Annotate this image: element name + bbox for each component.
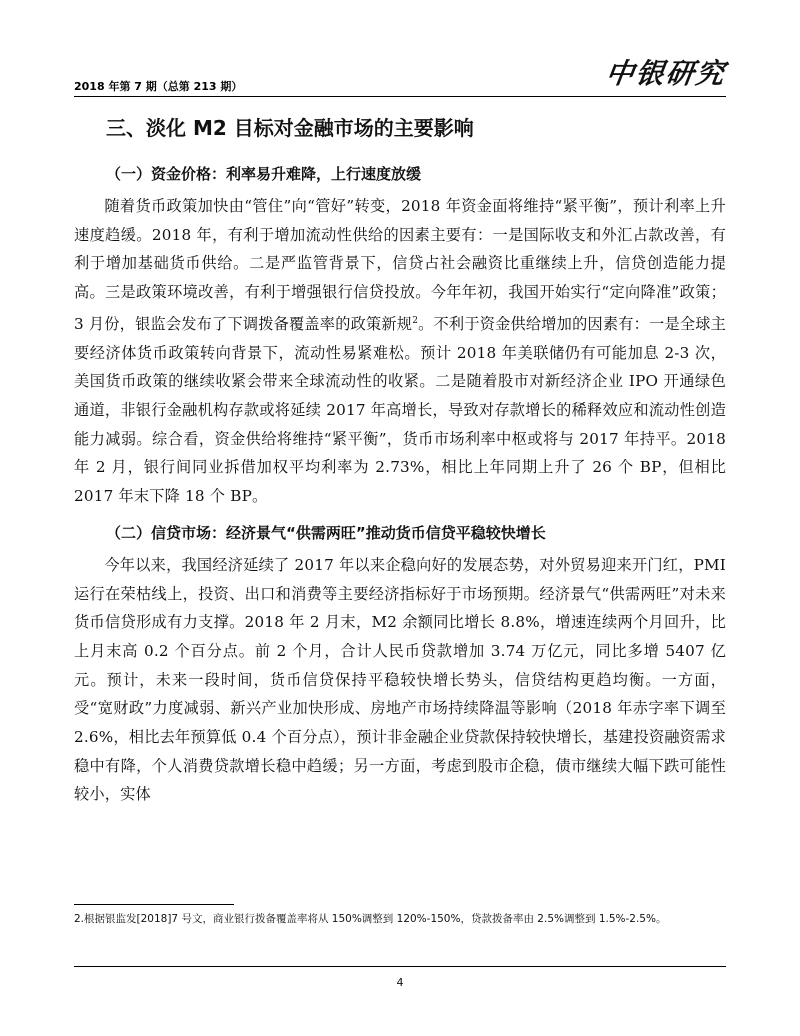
- issue-label: 2018 年第 7 期（总第 213 期）: [74, 80, 243, 93]
- paragraph-1: [74, 192, 726, 511]
- footnote-ref[interactable]: 2: [412, 315, 419, 326]
- footnote: 2.根据银监发[2018]7 号文，商业银行拨备覆盖率将从 150%调整到 120%-150%，贷款拨备率由 2.5%调整到 1.5%-2.5%。: [74, 913, 667, 925]
- footer-divider: [74, 966, 726, 967]
- main-content: [74, 108, 726, 813]
- subsection-heading-1: （一）资金价格：利率易升难降，上行速度放缓: [106, 165, 422, 183]
- page-header: [74, 48, 729, 96]
- paragraph-1-text-a: 随着货币政策加快由“管住”向“管好”转变，2018 年资金面将维持“紧平衡”，预计利率上升速度趋缓。2018 年，有利于增加流动性供给的因素主要有：一是国际收支和外汇占款改善，有利于增加基础货币供给。二是严监管背景下，信贷占社会融资比重继续上升，信贷创造能力提高。三是政策环境改善，有利于增强银行信贷投放。今年年初，我国开始实行“定向降准”政策；3 月份，银监会发布了下调拨备覆盖率的政策新规: [74, 197, 726, 333]
- page-number: 4: [396, 976, 404, 989]
- paragraph-1-text-b: 。不利于资金供给增加的因素有：一是全球主要经济体货币政策转向背景下，流动性易紧难松。预计 2018 年美联储仍有可能加息 2-3 次，美国货币政策的继续收紧会带来全球流动性的收紧。二是随着股市对新经济企业 IPO 开通绿色通道，非银行金融机构存款或将延续 2017 年高增长，导致对存款增长的稀释效应和流动性创造能力减弱。综合看，资金供给将维持“紧平衡”，货币市场利率中枢或将与 2017 年持平。2018 年 2 月，银行间同业拆借加权平均利率为 2.73%，相比上年同期上升了 26 个 BP，但相比 2017 年末下降 18 个 BP。: [74, 314, 727, 506]
- footnote-divider: [74, 904, 234, 905]
- header-divider: [74, 96, 726, 97]
- subsection-heading-2: （二）信贷市场：经济景气“供需两旺”推动货币信贷平稳较快增长: [106, 523, 546, 542]
- paragraph-2: 今年以来，我国经济延续了 2017 年以来企稳向好的发展态势，对外贸易迎来开门红，PMI 运行在荣枯线上，投资、出口和消费等主要经济指标好于市场预期。经济景气“供需两旺”对未来货币信贷形成有力支撑。2018 年 2 月末，M2 余额同比增长 8.8%，增速连续两个月回升，比上月末高 0.2 个百分点。前 2 个月，合计人民币贷款增加 3.74 万亿元，同比多增 5407 亿元。预计，未来一段时间，货币信贷保持平稳较快增长势头，信贷结构更趋均衡。一方面，受“宽财政”力度减弱、新兴产业加快形成、房地产市场持续降温等影响（2018 年赤字率下调至 2.6%，相比去年预算低 0.4 个百分点），预计非金融企业贷款保持较快增长，基建投资融资需求稳中有降，个人消费贷款增长稳中趋缓；另一方面，考虑到股市企稳，债市继续大幅下跌可能性较小，实体: [74, 555, 726, 804]
- brand-logo: 中银研究: [603, 57, 729, 90]
- section-title: 三、淡化 M2 目标对金融市场的主要影响: [106, 116, 474, 140]
